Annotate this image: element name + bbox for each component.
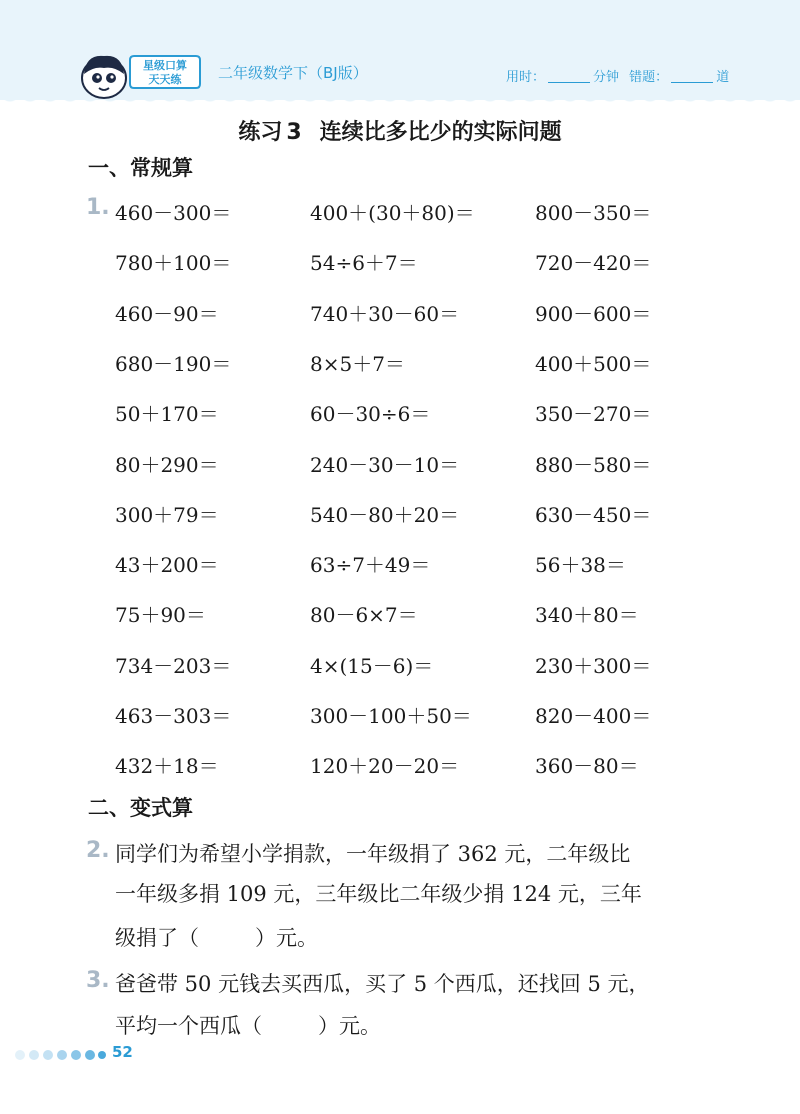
equation-r5-c2: 60－30÷6＝ (310, 402, 431, 426)
equation-r10-c3: 230＋300＝ (535, 654, 652, 678)
question-2-line-3-end: ）元。 (255, 926, 318, 950)
logo-text-bottom: 天天练 (148, 73, 182, 86)
question-3-line-2-start: 平均一个西瓜（ (115, 1014, 262, 1038)
equation-r8-c3: 56＋38＝ (535, 553, 626, 577)
equation-r9-c1: 75＋90＝ (115, 603, 206, 627)
equation-r4-c1: 680－190＝ (115, 352, 232, 376)
question-2-line-1: 同学们为希望小学捐款，一年级捐了 362 元，二年级比 (115, 842, 631, 866)
book-title: 二年级数学下（BJ版） (218, 64, 368, 82)
equation-r5-c3: 350－270＝ (535, 402, 652, 426)
equation-r7-c1: 300＋79＝ (115, 503, 219, 527)
lesson-title (0, 115, 800, 146)
errors-blank[interactable] (671, 82, 713, 83)
question-2-line-3 (115, 922, 318, 952)
logo-text-top: 星级口算 (143, 59, 187, 72)
equation-r8-c1: 43＋200＝ (115, 553, 219, 577)
equation-r8-c2: 63÷7＋49＝ (310, 553, 431, 577)
time-unit: 分钟 (593, 70, 620, 85)
equation-r11-c2: 300－100＋50＝ (310, 704, 472, 728)
equation-r3-c1: 460－90＝ (115, 302, 219, 326)
question-2-number: 2. (86, 838, 110, 863)
lesson-name: 连续比多比少的实际问题 (319, 120, 562, 145)
equation-r4-c3: 400＋500＝ (535, 352, 652, 376)
logo-badge (128, 52, 202, 92)
question-3-line-1: 爸爸带 50 元钱去买西瓜，买了 5 个西瓜，还找回 5 元， (115, 972, 650, 996)
time-label: 用时： (506, 70, 546, 85)
equation-r3-c2: 740＋30－60＝ (310, 302, 460, 326)
page-number: 52 (112, 1043, 133, 1061)
time-and-errors (506, 66, 729, 85)
equation-r4-c2: 8×5＋7＝ (310, 352, 405, 376)
section-2-title: 二、变式算 (88, 796, 193, 820)
equation-r5-c1: 50＋170＝ (115, 402, 219, 426)
equation-r12-c1: 432＋18＝ (115, 754, 219, 778)
equation-r6-c1: 80＋290＝ (115, 453, 219, 477)
equation-r1-c3: 800－350＝ (535, 201, 652, 225)
question-3-number: 3. (86, 968, 110, 993)
equation-r12-c2: 120＋20－20＝ (310, 754, 460, 778)
equation-r11-c1: 463－303＝ (115, 704, 232, 728)
equation-r6-c2: 240－30－10＝ (310, 453, 460, 477)
equation-r10-c1: 734－203＝ (115, 654, 232, 678)
equation-r7-c3: 630－450＝ (535, 503, 652, 527)
equation-r10-c2: 4×(15－6)＝ (310, 654, 434, 678)
section-1-title: 一、常规算 (88, 156, 193, 180)
equation-r11-c3: 820－400＝ (535, 704, 652, 728)
equation-r2-c2: 54÷6＋7＝ (310, 251, 418, 275)
equation-r12-c3: 360－80＝ (535, 754, 639, 778)
errors-label: 错题： (629, 70, 669, 85)
equation-r2-c3: 720－420＝ (535, 251, 652, 275)
lesson-prefix: 练习 (238, 120, 283, 145)
question-3-line-2 (115, 1010, 381, 1040)
equation-r3-c3: 900－600＝ (535, 302, 652, 326)
equation-r6-c3: 880－580＝ (535, 453, 652, 477)
footer-dots-decoration (14, 1048, 106, 1062)
question-2-line-3-start: 级捐了（ (115, 926, 199, 950)
question-3-line-2-end: ）元。 (318, 1014, 381, 1038)
equation-r9-c2: 80－6×7＝ (310, 603, 418, 627)
equation-r1-c2: 400＋(30＋80)＝ (310, 201, 475, 225)
lesson-number: 3 (286, 120, 302, 145)
equation-r7-c2: 540－80＋20＝ (310, 503, 460, 527)
equation-r1-c1: 460－300＝ (115, 201, 232, 225)
errors-unit: 道 (716, 70, 730, 85)
equation-r2-c1: 780＋100＝ (115, 251, 232, 275)
question-1-number: 1. (86, 195, 110, 220)
equation-r9-c3: 340＋80＝ (535, 603, 639, 627)
mascot-icon (78, 48, 130, 100)
question-2-line-2: 一年级多捐 109 元，三年级比二年级少捐 124 元，三年 (115, 882, 642, 906)
time-blank[interactable] (548, 82, 590, 83)
